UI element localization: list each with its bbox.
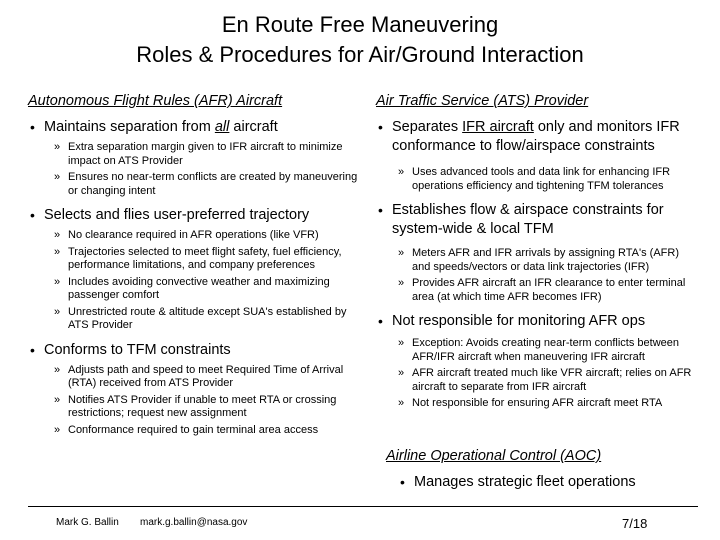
ats-item-2: • Establishes flow & airspace constraints for system-wide & local TFM	[378, 202, 664, 237]
afr-item-2-subs	[54, 229, 358, 333]
title-line-1: En Route Free Maneuvering	[221, 12, 499, 37]
afr-item-1-subs	[54, 141, 358, 198]
sub-bullet: » Includes avoiding convective weather and maximizing passenger comfort	[54, 275, 330, 301]
sub-bullet: » Meters AFR and IFR arrivals by assigning RTA's (AFR) and speeds/vectors or data link trajectories (IFR)	[398, 247, 679, 273]
afr-item-3: • Conforms to TFM constraints	[30, 341, 231, 358]
chevron-right-icon: »	[54, 305, 61, 318]
aoc-item: • Manages strategic fleet operations	[400, 474, 636, 490]
sub-bullet: » Unrestricted route & altitude except SUA's established by ATS Provider	[54, 305, 347, 331]
sub-bullet: » No clearance required in AFR operations (like VFR)	[54, 229, 319, 241]
page-number: 7/18	[622, 516, 648, 531]
footer-divider	[28, 506, 698, 507]
aoc-heading: Airline Operational Control (AOC)	[386, 448, 602, 464]
ats-item-3: • Not responsible for monitoring AFR ops	[378, 313, 646, 329]
chevron-right-icon: »	[398, 367, 405, 379]
chevron-right-icon: »	[54, 423, 61, 436]
afr-column	[28, 92, 358, 440]
bullet-icon: •	[378, 202, 383, 218]
ats-item-2-subs	[398, 247, 696, 304]
chevron-right-icon: »	[54, 393, 61, 406]
chevron-right-icon: »	[54, 141, 61, 153]
chevron-right-icon: »	[398, 277, 405, 289]
sub-bullet: » Trajectories selected to meet flight safety, fuel efficiency, performance limitations, and company preferences	[54, 245, 342, 271]
afr-item-1: • Maintains separation from all aircraft	[30, 119, 278, 135]
title-line-2: Roles & Procedures for Air/Ground Interaction	[136, 42, 584, 67]
ats-item-3-subs	[398, 337, 696, 411]
afr-item-3-subs	[54, 364, 358, 438]
chevron-right-icon: »	[54, 171, 61, 183]
bullet-icon: •	[30, 207, 35, 223]
afr-item-2: • Selects and flies user-preferred trajectory	[30, 207, 310, 223]
emphasis-ifr-aircraft: IFR aircraft	[462, 119, 534, 135]
chevron-right-icon: »	[54, 363, 61, 376]
chevron-right-icon: »	[398, 397, 405, 409]
sub-bullet: » Provides AFR aircraft an IFR clearance to enter terminal area (at which time AFR becomes IFR)	[398, 277, 686, 303]
ats-item-1-subs	[398, 166, 696, 193]
sub-bullet: » Conformance required to gain terminal area access	[54, 423, 319, 436]
bullet-icon: •	[378, 119, 383, 135]
ats-column	[376, 92, 696, 414]
sub-bullet: » Extra separation margin given to IFR aircraft to minimize impact on ATS Provider	[54, 141, 343, 167]
ats-heading: Air Traffic Service (ATS) Provider	[376, 93, 589, 109]
sub-bullet: » Adjusts path and speed to meet Required Time of Arrival (RTA) received from ATS Provider	[54, 363, 344, 389]
chevron-right-icon: »	[398, 337, 405, 349]
sub-bullet: » Ensures no near-term conflicts are created by maneuvering or changing intent	[54, 171, 358, 197]
chevron-right-icon: »	[54, 229, 61, 241]
ats-item-1: • Separates IFR aircraft only and monitors IFR conformance to flow/airspace constraints	[378, 119, 680, 154]
emphasis-all: all	[214, 119, 230, 135]
bullet-icon: •	[30, 119, 35, 135]
footer-email: mark.g.ballin@nasa.gov	[140, 517, 248, 528]
sub-bullet: » Notifies ATS Provider if unable to meet RTA or crossing restrictions; request new assignment	[54, 393, 337, 419]
slide-title	[0, 10, 720, 70]
chevron-right-icon: »	[398, 247, 405, 259]
chevron-right-icon: »	[54, 245, 61, 258]
bullet-icon: •	[400, 474, 405, 490]
afr-heading: Autonomous Flight Rules (AFR) Aircraft	[28, 93, 283, 109]
sub-bullet: » Exception: Avoids creating near-term conflicts between AFR/IFR aircraft when maneuvering IFR aircraft	[398, 337, 679, 363]
chevron-right-icon: »	[398, 166, 405, 178]
chevron-right-icon: »	[54, 275, 61, 288]
sub-bullet: » Not responsible for ensuring AFR aircraft meet RTA	[398, 397, 663, 409]
sub-bullet: » Uses advanced tools and data link for enhancing IFR operations efficiency and tightening TFM tolerances	[398, 166, 671, 192]
footer-author: Mark G. Ballin	[56, 517, 119, 528]
bullet-icon: •	[30, 341, 35, 358]
sub-bullet: » AFR aircraft treated much like VFR aircraft; relies on AFR aircraft to separate from IFR aircraft	[398, 367, 692, 393]
bullet-icon: •	[378, 313, 383, 329]
